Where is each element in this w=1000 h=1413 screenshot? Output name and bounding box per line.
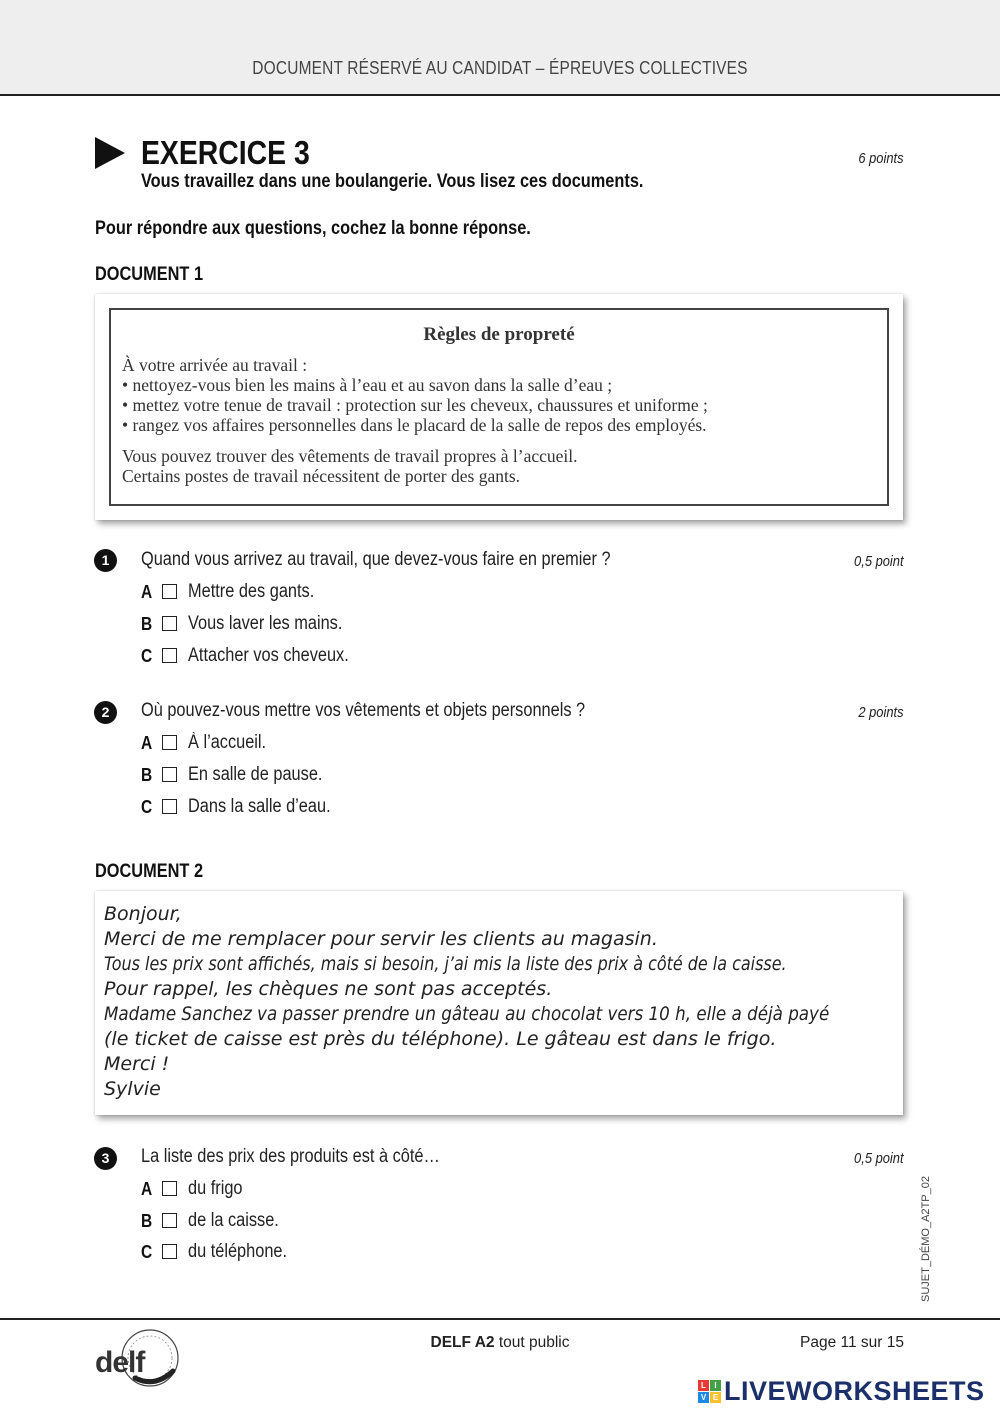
document-1-line: • mettez votre tenue de travail : protection sur les cheveux, chaussures et uniforme ; (122, 395, 708, 415)
handwritten-line: Pour rappel, les chèques ne sont pas acceptés. (104, 978, 553, 1000)
handwritten-line: Bonjour, (104, 903, 182, 925)
header-band (0, 0, 1000, 96)
q2-option-c-checkbox[interactable] (162, 799, 177, 814)
question-1-number: 1 (94, 549, 117, 572)
exercise-subtitle: Vous travaillez dans une boulangerie. Vous lisez ces documents. (141, 171, 644, 192)
document-code: SUJET_DÉMO_A2TP_02 (920, 1176, 932, 1302)
q1-option-a-text: Mettre des gants. (188, 581, 315, 602)
question-2-number: 2 (94, 701, 117, 724)
square-e: E (710, 1392, 721, 1403)
q1-option-c-letter: C (141, 646, 153, 666)
question-2-points: 2 points (858, 704, 904, 721)
document-1-line: À votre arrivée au travail : (122, 355, 308, 375)
q1-option-b-letter: B (141, 614, 153, 634)
document-1-line: Vous pouvez trouver des vêtements de travail propres à l’accueil. (122, 446, 578, 466)
document-1-line: Certains postes de travail nécessitent de porter des gants. (122, 466, 521, 486)
delf-logo (95, 1326, 190, 1396)
handwritten-line: (le ticket de caisse est près du téléphone). Le gâteau est dans le frigo. (104, 1028, 777, 1050)
q1-option-b-checkbox[interactable] (162, 616, 177, 631)
handwritten-signature: Sylvie (104, 1078, 161, 1100)
q2-option-c-letter: C (141, 797, 153, 817)
q1-option-a-letter: A (141, 582, 153, 602)
question-1-text: Quand vous arrivez au travail, que devez-vous faire en premier ? (141, 549, 611, 570)
document-2-label: DOCUMENT 2 (95, 861, 204, 882)
header-text: DOCUMENT RÉSERVÉ AU CANDIDAT – ÉPREUVES COLLECTIVES (252, 58, 748, 78)
q3-option-a-checkbox[interactable] (162, 1181, 177, 1196)
q2-option-c-text: Dans la salle d’eau. (188, 796, 331, 817)
question-3-text: La liste des prix des produits est à côté… (141, 1146, 440, 1167)
play-triangle-icon (95, 137, 125, 169)
document-1-line: • rangez vos affaires personnelles dans le placard de la salle de repos des employés. (122, 415, 707, 435)
question-3-number: 3 (94, 1147, 117, 1170)
handwritten-line: Madame Sanchez va passer prendre un gâteau au chocolat vers 10 h, elle a déjà payé (104, 1003, 830, 1025)
q1-option-c-text: Attacher vos cheveux. (188, 645, 349, 666)
q2-option-b-text: En salle de pause. (188, 764, 323, 785)
footer-exam-rest: tout public (494, 1334, 570, 1351)
document-2-card (95, 891, 903, 1115)
question-3-points: 0,5 point (854, 1150, 904, 1167)
delf-logo-text: delf (95, 1346, 145, 1379)
exercise-points: 6 points (858, 150, 904, 167)
q2-option-b-letter: B (141, 765, 153, 785)
q3-option-b-letter: B (141, 1211, 153, 1231)
q3-option-a-text: du frigo (188, 1178, 243, 1199)
q3-option-c-text: du téléphone. (188, 1241, 288, 1262)
q1-option-c-checkbox[interactable] (162, 648, 177, 663)
liveworksheets-squares-icon (698, 1380, 721, 1403)
square-i: I (710, 1380, 721, 1391)
exercise-title: EXERCICE 3 (141, 134, 310, 171)
q3-option-c-checkbox[interactable] (162, 1244, 177, 1259)
q2-option-a-text: À l’accueil. (188, 732, 267, 753)
document-1-card (95, 294, 903, 520)
handwritten-line: Tous les prix sont affichés, mais si besoin, j’ai mis la liste des prix à côté de la caisse. (104, 953, 787, 975)
handwritten-line: Merci ! (104, 1053, 170, 1075)
q2-option-a-letter: A (141, 733, 153, 753)
footer-page: Page 11 sur 15 (800, 1334, 904, 1351)
q3-option-b-checkbox[interactable] (162, 1213, 177, 1228)
document-1-label: DOCUMENT 1 (95, 264, 204, 285)
footer-exam-bold: DELF A2 (430, 1334, 495, 1351)
q1-option-a-checkbox[interactable] (162, 584, 177, 599)
q1-option-b-text: Vous laver les mains. (188, 613, 343, 634)
q3-option-b-text: de la caisse. (188, 1210, 279, 1231)
liveworksheets-text: LIVEWORKSHEETS (724, 1375, 985, 1406)
exercise-instruction: Pour répondre aux questions, cochez la bonne réponse. (95, 218, 531, 239)
question-2-text: Où pouvez-vous mettre vos vêtements et objets personnels ? (141, 700, 586, 721)
q2-option-b-checkbox[interactable] (162, 767, 177, 782)
handwritten-line: Merci de me remplacer pour servir les clients au magasin. (104, 928, 658, 950)
document-1-line: • nettoyez-vous bien les mains à l’eau et au savon dans la salle d’eau ; (122, 375, 613, 395)
question-1-points: 0,5 point (854, 553, 904, 570)
q3-option-a-letter: A (141, 1179, 153, 1199)
footer-rule (0, 1318, 1000, 1320)
q2-option-a-checkbox[interactable] (162, 735, 177, 750)
q3-option-c-letter: C (141, 1242, 153, 1262)
square-v: V (698, 1392, 709, 1403)
document-1-title: Règles de propreté (423, 324, 575, 345)
liveworksheets-logo[interactable] (698, 1376, 985, 1406)
square-l: L (698, 1380, 709, 1391)
